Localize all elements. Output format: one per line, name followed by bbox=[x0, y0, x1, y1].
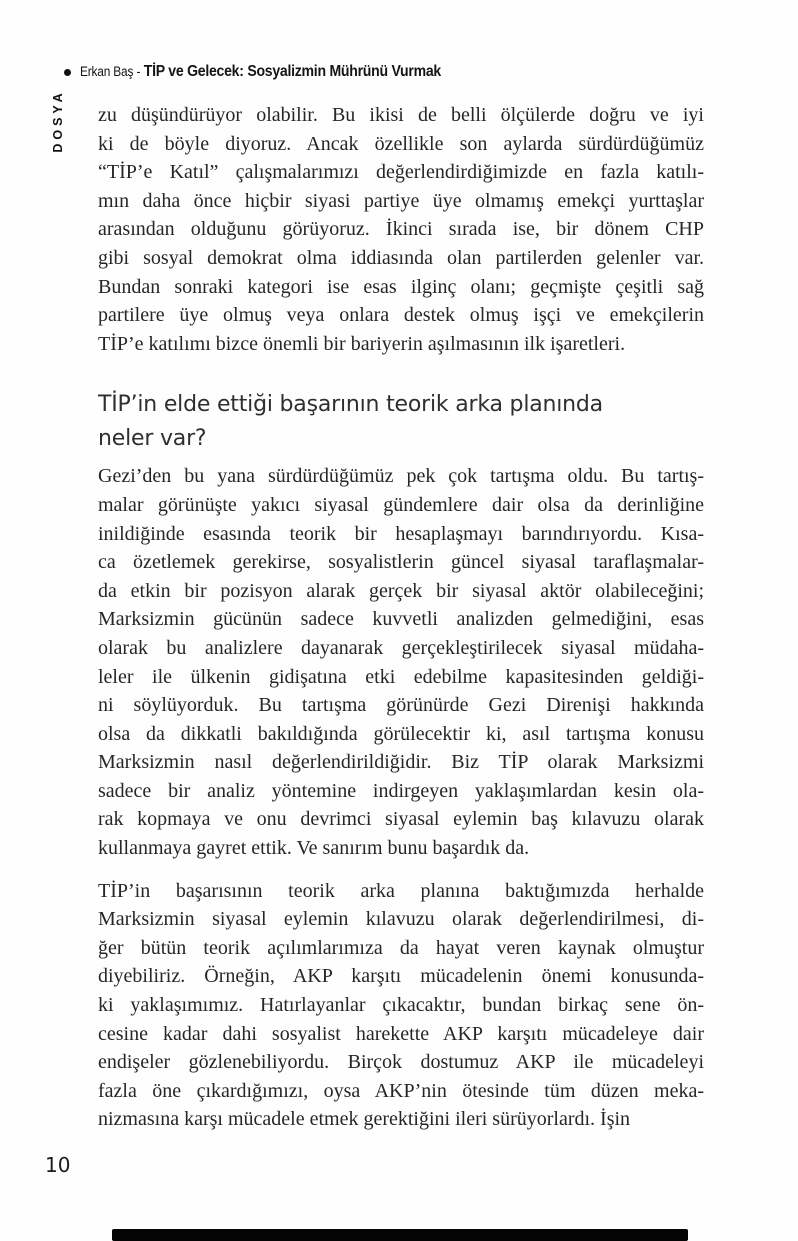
text-line: TİP’in elde ettiği başarının teorik arka planında bbox=[98, 392, 603, 418]
text-line: Marksizmin siyasal eylemin kılavuzu olarak değerlendirilmesi, di- bbox=[98, 908, 704, 931]
page-number: 10 bbox=[45, 1153, 71, 1177]
text-line: ğer bütün teorik açılımlarımıza da hayat veren kaynak olmuştur bbox=[98, 936, 704, 959]
text-line: arasından olduğunu görüyoruz. İkinci sırada ise, bir dönem CHP bbox=[98, 218, 704, 241]
text-line: Bundan sonraki kategori ise esas ilginç olanı; geçmişte çeşitli sağ bbox=[98, 275, 704, 298]
text-line: TİP’e katılımı bizce önemli bir bariyerin aşılmasının ilk işaretleri. bbox=[98, 332, 626, 355]
book-title: TİP ve Gelecek: Sosyalizmin Mührünü Vurmak bbox=[143, 63, 442, 80]
text-line: rak kopmaya ve onu devrimci siyasal eylemin baş kılavuzu olarak bbox=[98, 808, 704, 831]
text-line: ki yaklaşımımız. Hatırlayanlar çıkacaktır, bundan birkaç sene ön- bbox=[98, 994, 704, 1017]
text-line: endişeler gözlenebiliyordu. Birçok dostumuz AKP ile mücadeleyi bbox=[98, 1051, 704, 1074]
text-line: zu düşündürüyor olabilir. Bu ikisi de belli ölçülerde doğru ve iyi bbox=[98, 104, 704, 126]
text-line: da etkin bir pozisyon alarak gerçek bir siyasal aktör olabileceğini; bbox=[98, 579, 704, 602]
bullet-icon bbox=[64, 69, 71, 76]
text-line: “TİP’e Katıl” çalışmalarımızı değerlendirdiğimizde en fazla katılı- bbox=[98, 161, 704, 184]
running-header bbox=[80, 63, 441, 83]
text-line: ni söylüyorduk. Bu tartışma görünürde Gezi Direnişi hakkında bbox=[98, 694, 704, 717]
paragraph bbox=[98, 877, 704, 1134]
text-line: ca özetlemek gerekirse, sosyalistlerin güncel siyasal taraflaşmalar- bbox=[98, 551, 704, 574]
text-line: malar görünüşte yakıcı siyasal gündemlere dair olsa da derinliğine bbox=[98, 493, 704, 516]
text-line: olarak bu analizlere dayanarak gerçekleştirilecek siyasal müdaha- bbox=[98, 636, 704, 659]
text-line: cesine kadar dahi sosyalist harekette AKP karşıtı mücadeleye dair bbox=[98, 1022, 704, 1045]
header-separator: - bbox=[133, 64, 144, 79]
paragraph bbox=[98, 101, 704, 358]
text-line: olsa da dikkatli bakıldığında görülecektir ki, asıl tartışma konusu bbox=[98, 722, 704, 745]
author-name: Erkan Baş bbox=[80, 64, 134, 79]
text-line: partilere üye olmuş veya onlara destek olmuş işçi ve emekçilerin bbox=[98, 304, 704, 327]
scan-edge-bar bbox=[112, 1229, 688, 1241]
text-line: kullanmaya gayret ettik. Ve sanırım bunu başardık da. bbox=[98, 837, 530, 860]
article-body bbox=[98, 101, 704, 1134]
text-line: sadece bir analiz yöntemine indirgeyen yaklaşımlardan kesin ola- bbox=[98, 779, 704, 802]
text-line: TİP’in başarısının teorik arka planına baktığımızda herhalde bbox=[98, 879, 704, 902]
text-line: ki de böyle diyoruz. Ancak özellikle son aylarda sürdürdüğümüz bbox=[98, 132, 704, 155]
text-line: diyebiliriz. Örneğin, AKP karşıtı mücadelenin önemi konusunda- bbox=[98, 965, 704, 988]
text-line: gibi sosyal demokrat olma iddiasında olan partilerden gelenler var. bbox=[98, 246, 704, 269]
text-line: nizmasına karşı mücadele etmek gerektiğini ileri sürüyorlardı. İşin bbox=[98, 1108, 631, 1131]
text-line: mın daha önce hiçbir siyasi partiye üye olmamış emekçi yurttaşlar bbox=[98, 189, 704, 212]
text-line: Marksizmin gücünün sadece kuvvetli analizden gelmediğini, esas bbox=[98, 608, 704, 631]
section-heading bbox=[98, 388, 704, 455]
text-line: fazla öne çıkardığımızı, oysa AKP’nin ötesinde tüm düzen meka- bbox=[98, 1079, 704, 1102]
text-line: Gezi’den bu yana sürdürdüğümüz pek çok tartışma oldu. Bu tartış- bbox=[98, 465, 704, 488]
text-line: Marksizmin nasıl değerlendirildiğidir. Biz TİP olarak Marksizmi bbox=[98, 751, 704, 774]
text-line: inildiğinde esasında teorik bir hesaplaşmayı barındırıyordu. Kısa- bbox=[98, 522, 704, 545]
text-line: neler var? bbox=[98, 425, 207, 451]
paragraph bbox=[98, 462, 704, 862]
dosya-vertical-label: DOSYA bbox=[51, 89, 65, 153]
text-line: leler ile ülkenin gidişatına etki edebilme kapasitesinden geldiği- bbox=[98, 665, 704, 688]
